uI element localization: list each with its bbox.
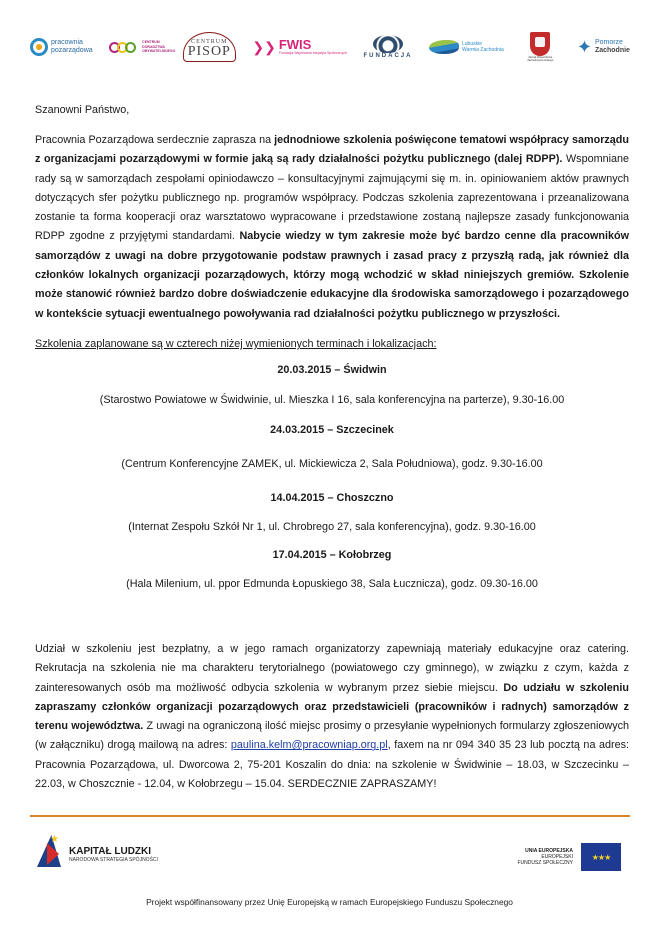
pisop-logo-top: CENTRUM (191, 39, 228, 45)
lubuskie-logo-text: Lubuskie Warmia Zachodnia (462, 41, 504, 53)
coat-of-arms-icon (530, 32, 550, 56)
esf-label-1: EUROPEJSKI (541, 854, 573, 860)
logo-cdo (109, 25, 176, 69)
session-place: (Hala Milenium, ul. ppor Edmunda Łopuskiego 38, Sala Łucznicza), godz. 09.30-16.00 (126, 578, 538, 590)
logo-kapital-ludzki (37, 835, 158, 873)
participation-part-d: , faxem na nr 094 340 35 23 lub pocztą na adres: Pracownia Pozarządowa, ul. Dworcowa 2, 75-201 Koszalin do dnia: na szkolenie w Świdwinie – 18.03, w Szczecinku – 22.03, w Choszcznie - 12.04, w Kołobrzegu – 15.04. SERDECZNIE ZAPRASZAMY! (35, 739, 629, 791)
intro-part-c: Wspomniane rady są w samorządach zespołami opiniodawczo – konsultacyjnymi zajmującymi się m. in. opiniowaniem aktów prawnych dotyczących sfer pożytku publicznego np. programów współpracy. Podczas szkolenia zaprezentowana i przeanalizowana zostanie ta forma kooperacji oraz warsztatowo wypracowane i przedstawione zostaną najlepsze zasady funkcjonowania RDPP zgodne z przyjętymi standardami. (35, 153, 630, 243)
participation-part-a: Udział w szkoleniu jest bezpłatny, a w jego ramach organizatorzy zapewniają materiały edukacyjne oraz catering. Rekrutacja na szkolenia nie ma charakteru terytorialnego (powiatowego czy gminnego), w związku z czym, każda z zainteresowanych osób ma możliwość odbycia szkolenia w wybranym przez siebie miejscu. (35, 643, 629, 694)
logo-pomorze-zachodnie (577, 25, 630, 69)
pomorze-logo-line2: Zachodnie (594, 47, 630, 54)
logo-eu-esf (517, 843, 621, 871)
kapital-ludzki-icon: ★ (37, 835, 63, 873)
footer-divider (30, 815, 630, 817)
logo-fundacja (363, 25, 412, 69)
pomorze-leaf-icon: ✦ (576, 37, 592, 57)
intro-part-d: Nabycie wiedzy w tym zakresie może być bardzo cenne dla pracowników samorządów z uwagi na dobre przygotowanie podstaw prawnych i zasad pracy z przyszłą radą, jak również dla członków lokalnych organizacji pozarządowych, którzy mogą wchodzić w skład niniejszych gremiów. Szkolenie może stanowić również bardzo dobre doświadczenie edukacyjne dla środowiska samorządowego i pozarządowego w kontekście sytuacji ewentualnego powoływania rad działalności pożytku publicznego w przyszłości. (35, 230, 629, 320)
contact-email-link[interactable]: paulina.kelm@pracowniap.org.pl (230, 739, 388, 752)
eu-flag-icon: ★★★ (581, 843, 621, 871)
participation-paragraph (35, 640, 629, 794)
kapital-ludzki-subtitle: NARODOWA STRATEGIA SPÓJNOŚCI (69, 856, 158, 863)
fundacja-logo-text: FUNDACJA (363, 53, 413, 59)
logo-lubuskie (429, 25, 504, 69)
coat-of-arms-caption: Zarząd Województwa Zachodniopomorskiego (527, 56, 554, 62)
intro-part-a: Pracownia Pozarządowa serdecznie zaprasza na (35, 134, 275, 146)
fundacja-wave-icon (373, 35, 403, 53)
schedule-intro: Szkolenia zaplanowane są w czterech niżej wymienionych terminach i lokalizacjach: (35, 338, 437, 350)
logo-zachodniopomorskie (520, 25, 560, 69)
intro-part-b: jednodniowe szkolenia poświęcone tematowi współpracy samorządu z organizacjami pozarządowymi w formie jaką są rady działalności pożytku publicznego (dalej RDPP). (35, 134, 629, 166)
fwis-logo-text: FWIS (278, 37, 312, 52)
lubuskie-wave-icon (429, 40, 459, 54)
pracownia-logo-text: pracownia pozarządowa (51, 39, 93, 54)
esf-label-2: FUNDUSZ SPOŁECZNY (517, 860, 573, 866)
pracownia-logo-icon (30, 38, 48, 56)
session-title: 17.04.2015 – Kołobrzeg (272, 549, 392, 561)
session-place: (Starostwo Powiatowe w Świdwinie, ul. Mieszka I 16, sala konferencyjna na parterze), 9.30-16.00 (99, 394, 565, 406)
greeting: Szanowni Państwo, (35, 104, 130, 116)
session-place: (Internat Zespołu Szkół Nr 1, ul. Chrobrego 27, sala konferencyjna), godz. 9.30-16.00 (128, 521, 536, 533)
cdo-logo-text: CENTRUM DORADZTWA OBYWATELSKIEGO (142, 40, 176, 54)
eu-label: UNIA EUROPEJSKA (525, 848, 573, 854)
session-title: 14.04.2015 – Choszczno (270, 492, 394, 504)
pisop-logo-main: PISOP (187, 44, 231, 59)
logo-pisop (183, 25, 236, 69)
session-title: 24.03.2015 – Szczecinek (270, 424, 394, 436)
kapital-ludzki-title: KAPITAŁ LUDZKI (69, 845, 152, 857)
partner-logos (30, 22, 630, 72)
session-place: (Centrum Konferencyjne ZAMEK, ul. Mickiewicza 2, Sala Południowa), godz. 9.30-16.00 (121, 458, 543, 470)
fwis-logo-sub: Fundacja Wspierania Inicjatyw Społecznych (278, 51, 347, 55)
logo-pracownia-pozarzadowa (30, 25, 93, 69)
fwis-arrows-icon: ❯❯ (252, 38, 276, 55)
intro-paragraph (35, 131, 629, 324)
logo-fwis (252, 25, 347, 69)
cofinancing-note: Projekt współfinansowany przez Unię Europejską w ramach Europejskiego Funduszu Społecznego (146, 897, 513, 907)
session-title: 20.03.2015 – Świdwin (277, 364, 387, 376)
cdo-logo-icon (109, 42, 133, 53)
participation-part-b: Do udziału w szkoleniu zapraszamy członków organizacji pozarządowych oraz przedstawicieli (pracowników i radnych) samorządów z terenu województwa. (35, 681, 629, 733)
pomorze-logo-line1: Pomorze (594, 39, 623, 46)
participation-part-c: Z uwagi na ograniczoną ilość miejsc prosimy o przesyłanie wypełnionych formularzy zgłoszeniowych (w załączniku) drogą mailową na adres: (35, 720, 629, 752)
